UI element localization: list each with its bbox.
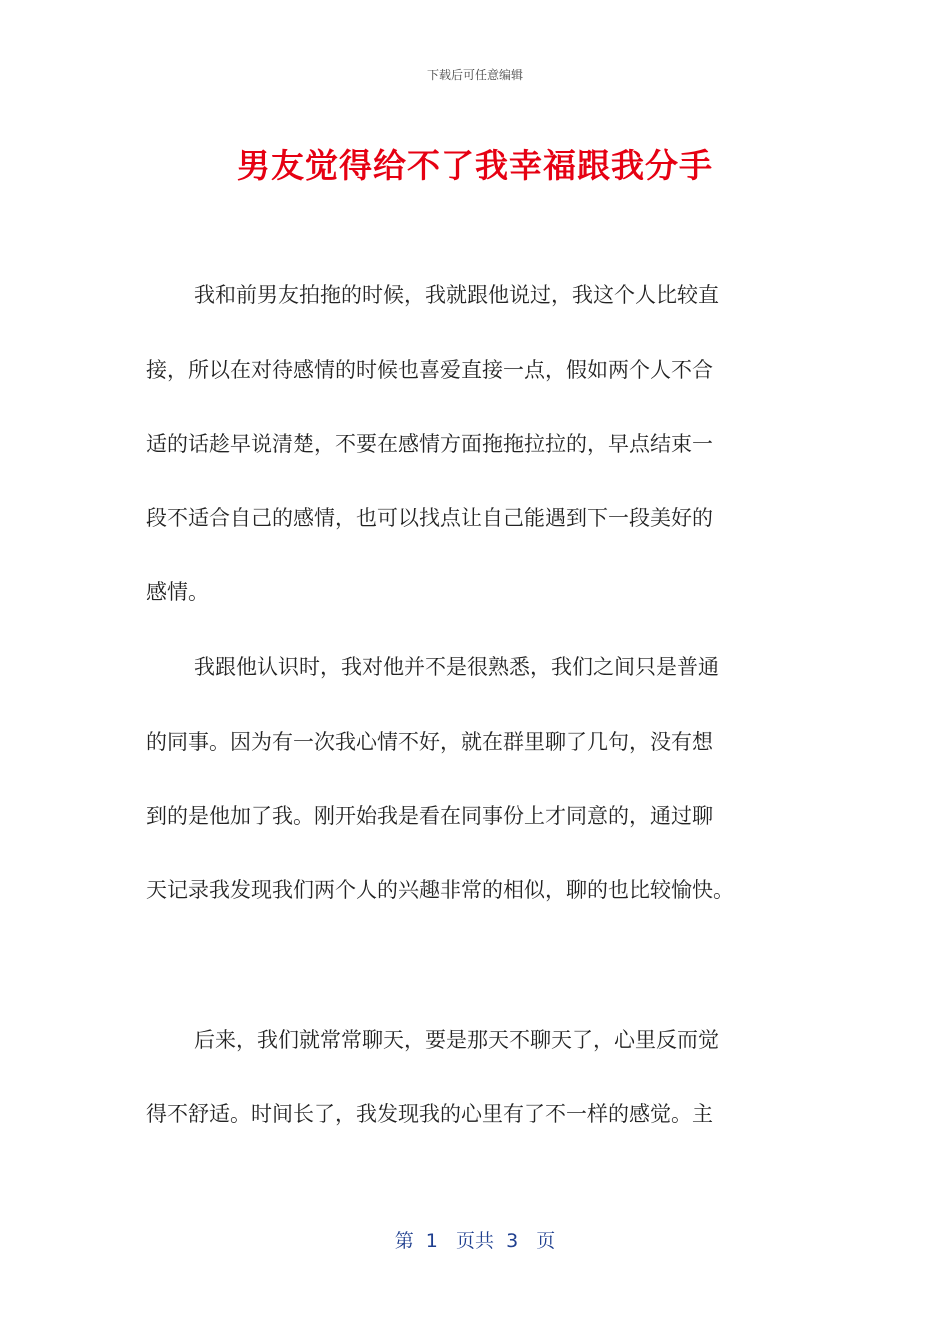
page-number-footer: 第 1 页共 3 页 (394, 1230, 556, 1252)
paragraph-line: 我和前男友拍拖的时候，我就跟他说过，我这个人比较直 (194, 283, 719, 307)
header-note: 下载后可任意编辑 (426, 68, 523, 82)
paragraph-line: 后来，我们就常常聊天，要是那天不聊天了，心里反而觉 (194, 1028, 719, 1052)
paragraph-line: 天记录我发现我们两个人的兴趣非常的相似，聊的也比较愉快。 (146, 878, 734, 902)
paragraph-line: 适的话趁早说清楚，不要在感情方面拖拖拉拉的，早点结束一 (146, 432, 713, 456)
paragraph-line: 段不适合自己的感情，也可以找点让自己能遇到下一段美好的 (146, 506, 713, 530)
paragraph-line: 到的是他加了我。刚开始我是看在同事份上才同意的，通过聊 (146, 804, 713, 828)
document-title: 男友觉得给不了我幸福跟我分手 (237, 146, 713, 185)
paragraph-line: 得不舒适。时间长了，我发现我的心里有了不一样的感觉。主 (146, 1102, 713, 1126)
paragraph-line: 的同事。因为有一次我心情不好，就在群里聊了几句，没有想 (146, 730, 713, 754)
paragraph-line: 我跟他认识时，我对他并不是很熟悉，我们之间只是普通 (194, 655, 719, 679)
paragraph-line: 接，所以在对待感情的时候也喜爱直接一点，假如两个人不合 (146, 358, 713, 382)
paragraph-line: 感情。 (146, 580, 209, 604)
